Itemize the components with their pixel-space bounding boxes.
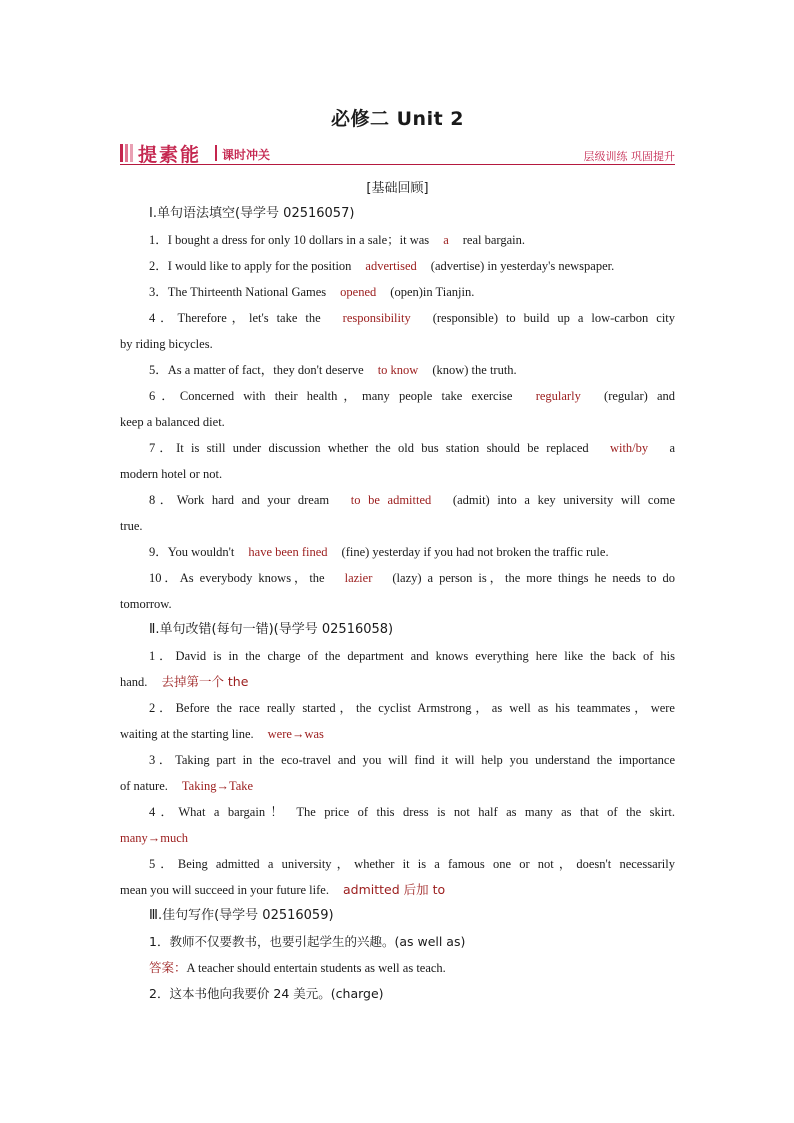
part3-question-2: 2．这本书他向我要价 24 美元。(charge) bbox=[149, 986, 384, 1001]
answer: admitted 后加 to bbox=[342, 882, 446, 897]
part1-question-4-cont: by riding bicycles. bbox=[120, 337, 213, 351]
part1-question-3: 3．The Thirteenth National Games opened (open)in Tianjin. bbox=[149, 285, 475, 299]
part2-question-4: 4．What a bargain！ The price of this dress is not half as many as that of the skirt. bbox=[149, 805, 675, 819]
answer: lazier bbox=[344, 571, 373, 585]
part1-question-10-cont: tomorrow. bbox=[120, 597, 172, 611]
answer: A teacher should entertain students as well as teach. bbox=[186, 961, 446, 975]
part1-heading: Ⅰ.单句语法填空(导学号 02516057) bbox=[149, 206, 355, 221]
answer: with/by bbox=[609, 441, 649, 455]
part2-question-2-cont: waiting at the starting line. were→was bbox=[120, 723, 675, 749]
part1-question-4: 4．Therefore，let's take the responsibility (responsible) to build up a low-carbon city bbox=[149, 311, 675, 325]
part1-question-2: 2．I would like to apply for the position advertised (advertise) in yesterday's newspaper. bbox=[149, 259, 615, 273]
part1-question-6-cont: keep a balanced diet. bbox=[120, 415, 225, 429]
part1-question-8: 8．Work hard and your dream to be admitted (admit) into a key university will come bbox=[149, 493, 675, 507]
answer: have been fined bbox=[248, 545, 328, 559]
part2-question-1: 1．David is in the charge of the department and knows everything here like the back of his bbox=[149, 649, 675, 663]
part2-heading: Ⅱ.单句改错(每句一错)(导学号 02516058) bbox=[149, 622, 394, 637]
answer: opened bbox=[340, 285, 377, 299]
part1-question-5: 5．As a matter of fact，they don't deserve to know (know) the truth. bbox=[149, 363, 517, 377]
banner-stripes-icon bbox=[120, 144, 135, 162]
part1-question-6: 6．Concerned with their health，many people take exercise regularly (regular) and bbox=[149, 389, 675, 403]
answer: to know bbox=[377, 363, 419, 377]
exercise-content bbox=[120, 203, 675, 1009]
answer: were→was bbox=[267, 727, 324, 741]
answer: responsibility bbox=[342, 311, 411, 325]
part2-question-3: 3．Taking part in the eco-travel and you will find it will help you understand the importance bbox=[149, 753, 675, 767]
part3-question-1: 1．教师不仅要教书，也要引起学生的兴趣。(as well as) bbox=[149, 934, 466, 949]
answer: advertised bbox=[365, 259, 417, 273]
part2-question-2: 2．Before the race really started，the cyclist Armstrong，as well as his teammates，were bbox=[149, 701, 675, 715]
banner-title: 提素能 bbox=[138, 144, 202, 166]
answer: Taking→Take bbox=[181, 779, 254, 793]
banner-subtitle: 课时冲关 bbox=[222, 148, 271, 162]
part1-question-7: 7．It is still under discussion whether the old bus station should be replaced with/by a bbox=[149, 441, 675, 455]
part1-question-10: 10．As everybody knows，the lazier (lazy) a person is，the more things he needs to do bbox=[149, 571, 675, 585]
part2-question-5-cont: mean you will succeed in your future life. admitted 后加 to bbox=[120, 879, 675, 905]
part2-question-5: 5．Being admitted a university，whether it is a famous one or not，doesn't necessarily bbox=[149, 857, 675, 871]
section-label: [基础回顾] bbox=[366, 181, 429, 196]
part3-heading: Ⅲ.佳句写作(导学号 02516059) bbox=[149, 908, 334, 923]
page-title: 必修二 Unit 2 bbox=[331, 108, 464, 130]
answer: many→much bbox=[120, 831, 189, 845]
answer: 去掉第一个 the bbox=[161, 674, 249, 689]
answer-label: 答案： bbox=[149, 960, 187, 975]
part1-question-1: 1．I bought a dress for only 10 dollars in a sale；it was a real bargain. bbox=[149, 233, 525, 247]
part1-question-9: 9．You wouldn't have been fined (fine) yesterday if you had not broken the traffic rule. bbox=[149, 545, 609, 559]
section-banner bbox=[120, 140, 675, 165]
answer: a bbox=[443, 233, 449, 247]
part2-question-1-cont: hand. 去掉第一个 the bbox=[120, 671, 675, 697]
part3-answer-1 bbox=[120, 957, 675, 983]
part1-question-7-cont: modern hotel or not. bbox=[120, 467, 223, 481]
banner-tagline: 层级训练 巩固提升 bbox=[583, 150, 675, 163]
answer: to be admitted bbox=[350, 493, 432, 507]
part2-question-4-cont bbox=[120, 827, 675, 853]
part1-question-8-cont: true. bbox=[120, 519, 143, 533]
banner-divider bbox=[215, 145, 217, 161]
part2-question-3-cont: of nature. Taking→Take bbox=[120, 775, 675, 801]
answer: regularly bbox=[535, 389, 581, 403]
